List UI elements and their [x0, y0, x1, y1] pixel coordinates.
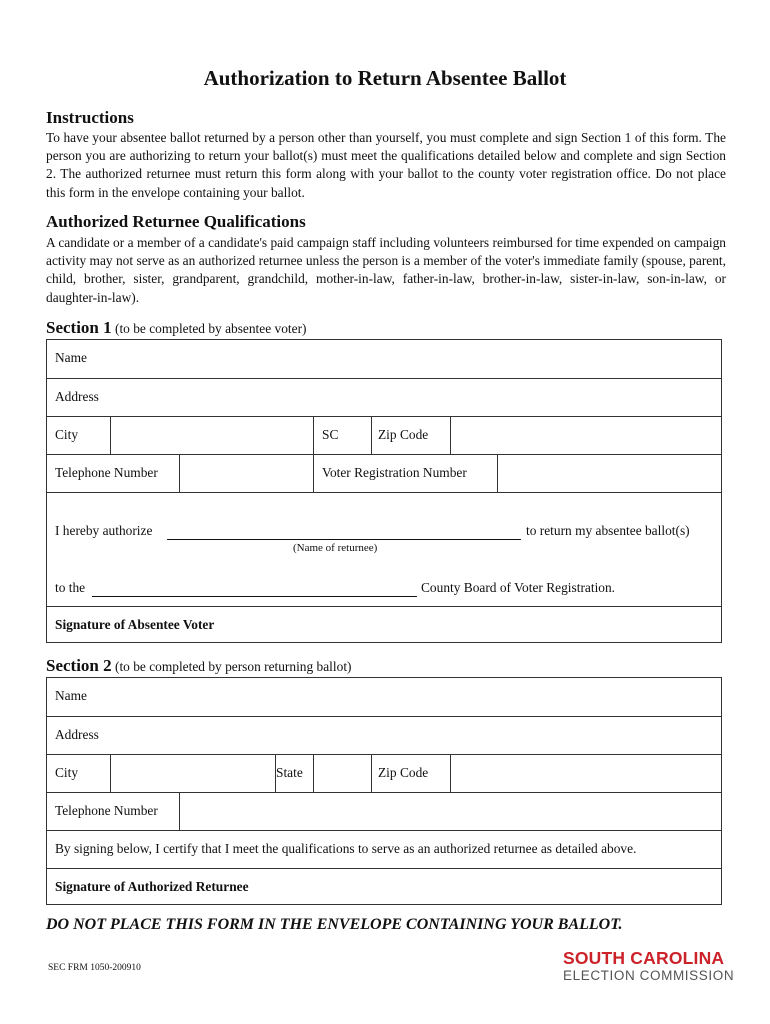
section1-city-field[interactable] [111, 417, 313, 454]
section2-certify-row [47, 830, 721, 868]
logo-line1: SOUTH CAROLINA [563, 948, 725, 968]
section1-header [46, 318, 306, 338]
qualifications-text: A candidate or a member of a candidate's paid campaign staff including volunteers reimbursed for time expended on campaign activity may not serve as an authorized returnee unless the person is a member of the voter's immediate family (spouse, parent, child, brother, sister, grandparent, grandchild, mother-in-law, father-in-law, brother-in-law, sister-in-law, son-in-law, or daughter-in-law). [46, 235, 726, 305]
to-the-label: to the [55, 580, 86, 595]
section2-subheading: (to be completed by person returning ballot) [115, 659, 352, 674]
section1-voter-reg-label: Voter Registration Number [322, 465, 467, 480]
section1-zip-field[interactable] [451, 417, 721, 454]
form-number: SEC FRM 1050-200910 [48, 963, 141, 973]
warning-text: DO NOT PLACE THIS FORM IN THE ENVELOPE CONTAINING YOUR BALLOT. [46, 916, 623, 933]
section2-heading: Section 2 [46, 656, 112, 675]
section2-phone-row [47, 792, 721, 830]
section2-name-row[interactable] [47, 678, 721, 716]
qualifications-heading: Authorized Returnee Qualifications [46, 212, 306, 231]
section1-city-label: City [55, 427, 79, 442]
divider [313, 455, 314, 492]
section2-city-label: City [55, 765, 79, 780]
section1-name-row[interactable] [47, 340, 721, 378]
section1-box [46, 339, 722, 643]
section1-signature-label: Signature of Absentee Voter [55, 617, 215, 632]
sc-election-commission-logo [563, 948, 735, 988]
section1-city-row [47, 416, 721, 454]
county-name-line[interactable] [92, 580, 417, 597]
section2-phone-label: Telephone Number [55, 803, 158, 818]
section2-address-label: Address [55, 727, 99, 742]
section1-zip-label: Zip Code [378, 427, 429, 442]
section1-address-row[interactable] [47, 378, 721, 416]
divider [371, 755, 372, 792]
section2-state-label: State [276, 765, 303, 780]
county-board-label: County Board of Voter Registration. [421, 580, 616, 595]
section1-phone-field[interactable] [180, 455, 313, 492]
section1-heading: Section 1 [46, 318, 112, 337]
section1-signature-row[interactable] [47, 606, 721, 642]
section2-name-label: Name [55, 688, 87, 703]
section2-signature-row[interactable] [47, 868, 721, 904]
instructions-heading: Instructions [46, 108, 134, 127]
section2-city-field[interactable] [111, 755, 275, 792]
certify-text: By signing below, I certify that I meet the qualifications to serve as an authorized returnee as detailed above. [55, 841, 637, 856]
authorize-suffix: to return my absentee ballot(s) [526, 523, 690, 538]
returnee-name-line[interactable] [167, 523, 521, 540]
section1-phone-row [47, 454, 721, 492]
section1-state-value: SC [322, 427, 339, 442]
section2-city-row [47, 754, 721, 792]
section2-zip-field[interactable] [451, 755, 721, 792]
authorize-prefix: I hereby authorize [55, 523, 153, 538]
divider [371, 417, 372, 454]
form-title: Authorization to Return Absentee Ballot [203, 66, 567, 90]
divider [313, 417, 314, 454]
section2-zip-label: Zip Code [378, 765, 429, 780]
section1-voter-reg-field[interactable] [498, 455, 721, 492]
section2-state-field[interactable] [314, 755, 371, 792]
returnee-caption: (Name of returnee) [293, 542, 378, 554]
section1-phone-label: Telephone Number [55, 465, 158, 480]
section2-phone-field[interactable] [180, 793, 721, 830]
section1-name-label: Name [55, 350, 87, 365]
logo-line2: ELECTION COMMISSION [563, 968, 735, 983]
section2-signature-label: Signature of Authorized Returnee [55, 879, 249, 894]
section1-authorization-block [47, 492, 721, 606]
section2-address-row[interactable] [47, 716, 721, 754]
section1-subheading: (to be completed by absentee voter) [115, 321, 307, 336]
section2-box [46, 677, 722, 905]
section1-address-label: Address [55, 389, 99, 404]
instructions-text: To have your absentee ballot returned by a person other than yourself, you must complete and sign Section 1 of this form. The person you are authorizing to return your ballot(s) must meet the qualifications detailed below and complete and sign Section 2. The authorized returnee must return this form along with your ballot to the county voter registration office. Do not place this form in the envelope containing your ballot. [46, 130, 726, 200]
section2-header [46, 656, 352, 676]
